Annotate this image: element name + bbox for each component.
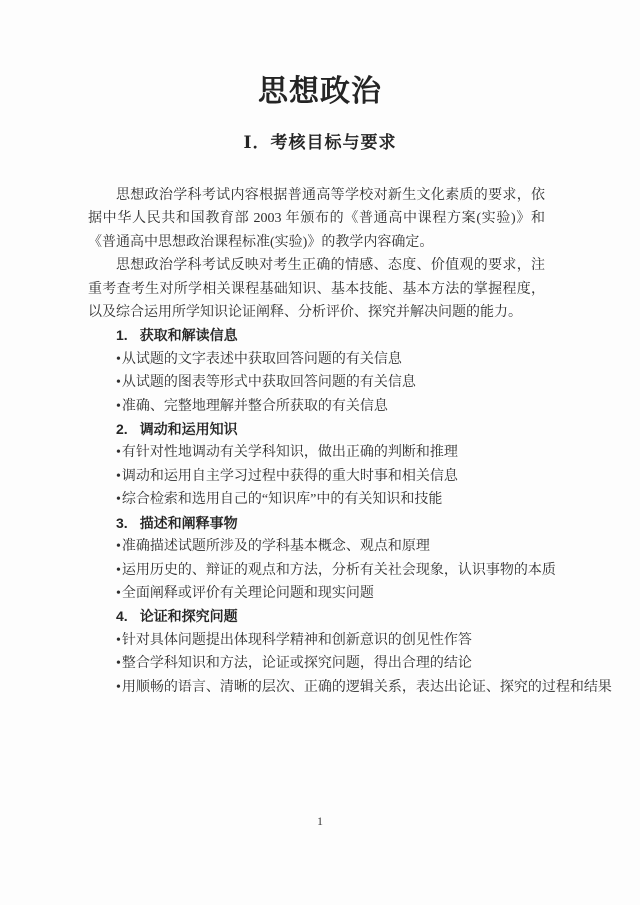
- objective-heading-1: [88, 324, 545, 347]
- bullet-item: [88, 535, 545, 558]
- bullet-item: [88, 441, 545, 464]
- objective-title: 论证和探究问题: [139, 608, 238, 625]
- objective-heading-2: [88, 418, 545, 441]
- bullet-text: 从试题的图表等形式中获取回答问题的有关信息: [121, 375, 416, 391]
- objective-heading-3: [88, 512, 545, 535]
- document-title: 思想政治: [258, 75, 382, 108]
- bullet-item: [88, 676, 612, 699]
- bullet-icon: •: [116, 398, 121, 414]
- bullet-item: [88, 629, 545, 652]
- bullet-icon: •: [116, 375, 121, 391]
- bullet-text: 整合学科知识和方法，论证或探究问题，得出合理的结论: [121, 656, 472, 672]
- bullet-text: 调动和运用自主学习过程中获得的重大时事和相关信息: [121, 468, 458, 484]
- bullet-icon: •: [116, 468, 121, 484]
- objective-title: 获取和解读信息: [139, 327, 238, 344]
- bullet-item: [88, 488, 545, 511]
- bullet-item: [88, 465, 545, 488]
- bullet-text: 准确、完整地理解并整合所获取的有关信息: [121, 398, 388, 414]
- objective-number: 3.: [116, 514, 128, 531]
- bullet-item: [88, 348, 545, 371]
- objective-number: 2.: [116, 421, 128, 438]
- objective-number: 4.: [116, 608, 128, 625]
- bullet-item: [88, 559, 556, 582]
- bullet-text: 全面阐释或评价有关理论问题和现实问题: [121, 585, 374, 601]
- section-heading: Ⅰ．考核目标与要求: [243, 133, 397, 152]
- bullet-text: 综合检索和选用自己的“知识库”中的有关知识和技能: [121, 492, 443, 508]
- bullet-icon: •: [116, 562, 121, 578]
- objective-number: 1.: [116, 327, 128, 344]
- bullet-icon: •: [116, 656, 121, 672]
- page-number: 1: [317, 814, 323, 828]
- intro-paragraph-1: 思想政治学科考试内容根据普通高等学校对新生文化素质的要求，依据中华人民共和国教育部 2003 年颁布的《普通高中课程方案(实验)》和《普通高中思想政治课程标准(实验)》的教学内容确定。: [88, 188, 545, 250]
- intro-paragraph-2: 思想政治学科考试反映对考生正确的情感、态度、价值观的要求，注重考查考生对所学相关课程基础知识、基本技能、基本方法的掌握程度，以及综合运用所学知识论证阐释、分析评价、探究并解决问题的能力。: [88, 258, 545, 321]
- bullet-icon: •: [116, 351, 121, 367]
- objective-heading-4: [88, 605, 545, 628]
- bullet-text: 用顺畅的语言、清晰的层次、正确的逻辑关系，表达出论证、探究的过程和结果: [121, 679, 612, 695]
- document-body: [88, 184, 612, 699]
- bullet-icon: •: [116, 445, 121, 461]
- bullet-text: 针对具体问题提出体现科学精神和创新意识的创见性作答: [121, 632, 472, 648]
- bullet-text: 准确描述试题所涉及的学科基本概念、观点和原理: [121, 539, 430, 555]
- bullet-icon: •: [116, 585, 121, 601]
- bullet-text: 从试题的文字表述中获取回答问题的有关信息: [121, 351, 402, 367]
- objective-title: 调动和运用知识: [139, 421, 238, 438]
- bullet-icon: •: [116, 539, 121, 555]
- bullet-icon: •: [116, 679, 121, 695]
- bullet-icon: •: [116, 632, 121, 648]
- bullet-icon: •: [116, 492, 121, 508]
- bullet-text: 有针对性地调动有关学科知识，做出正确的判断和推理: [121, 445, 458, 461]
- bullet-item: [88, 582, 545, 605]
- bullet-item: [88, 395, 545, 418]
- bullet-item: [88, 652, 545, 675]
- bullet-text: 运用历史的、辩证的观点和方法，分析有关社会现象，认识事物的本质: [121, 562, 556, 578]
- bullet-item: [88, 371, 545, 394]
- objective-title: 描述和阐释事物: [139, 514, 238, 531]
